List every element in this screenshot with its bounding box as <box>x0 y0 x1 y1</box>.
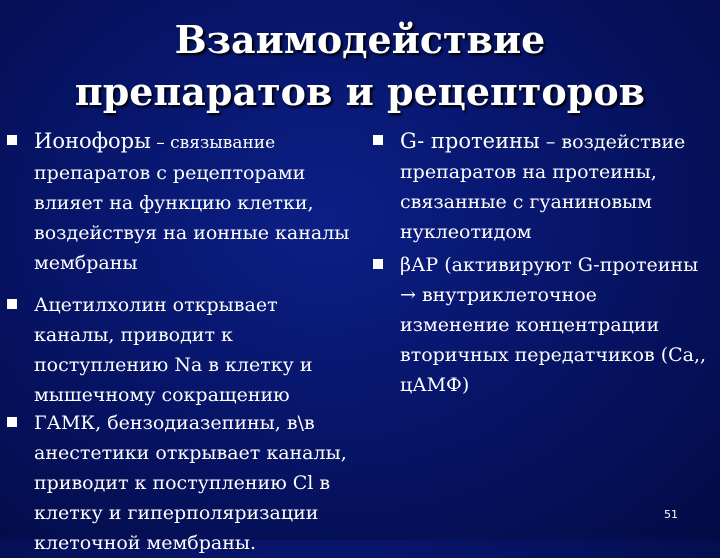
bullet-text: βАР (активируют G-протеины → внутриклеточное изменение концентрации вторичных передатчиков (Ca,, цАМФ) <box>400 254 707 396</box>
bullet-lead: Ионофоры <box>34 129 151 153</box>
bullet-item-acetylcholine <box>6 290 354 408</box>
bullet-item-gaba <box>6 408 354 558</box>
bullet-body: воздействие препаратов на протеины, связанные с гуаниновым нуклеотидом <box>400 131 686 243</box>
bullet-lead: G- протеины <box>400 129 540 153</box>
slide-title: Взаимодействие препаратов и рецепторов <box>74 17 646 114</box>
right-column <box>372 126 712 400</box>
square-bullet-icon <box>373 259 383 269</box>
bullet-item-g-proteins <box>372 126 712 250</box>
bullet-text <box>34 126 354 278</box>
bullet-text: ГАМК, бензодиазепины, в\в анестетики открывает каналы, приводит к поступлению Cl в клетку и гиперполяризации клеточной мембраны. <box>34 412 347 554</box>
left-column <box>6 126 354 558</box>
square-bullet-icon <box>7 135 17 145</box>
slide-number: 51 <box>664 508 678 521</box>
bullet-item-beta-ar <box>372 250 712 400</box>
bullet-item-ionophores <box>6 126 354 290</box>
bullet-connector: – связывание <box>150 133 276 153</box>
square-bullet-icon <box>7 299 17 309</box>
square-bullet-icon <box>373 135 383 145</box>
square-bullet-icon <box>7 417 17 427</box>
bullet-body: препаратов с рецепторами влияет на функцию клетки, воздействуя на ионные каналы мембраны <box>34 162 350 274</box>
bullet-text: Ацетилхолин открывает каналы, приводит к поступлению Na в клетку и мышечному сокращению <box>34 294 313 406</box>
bullet-text <box>400 126 712 247</box>
bullet-connector: – <box>539 131 556 153</box>
